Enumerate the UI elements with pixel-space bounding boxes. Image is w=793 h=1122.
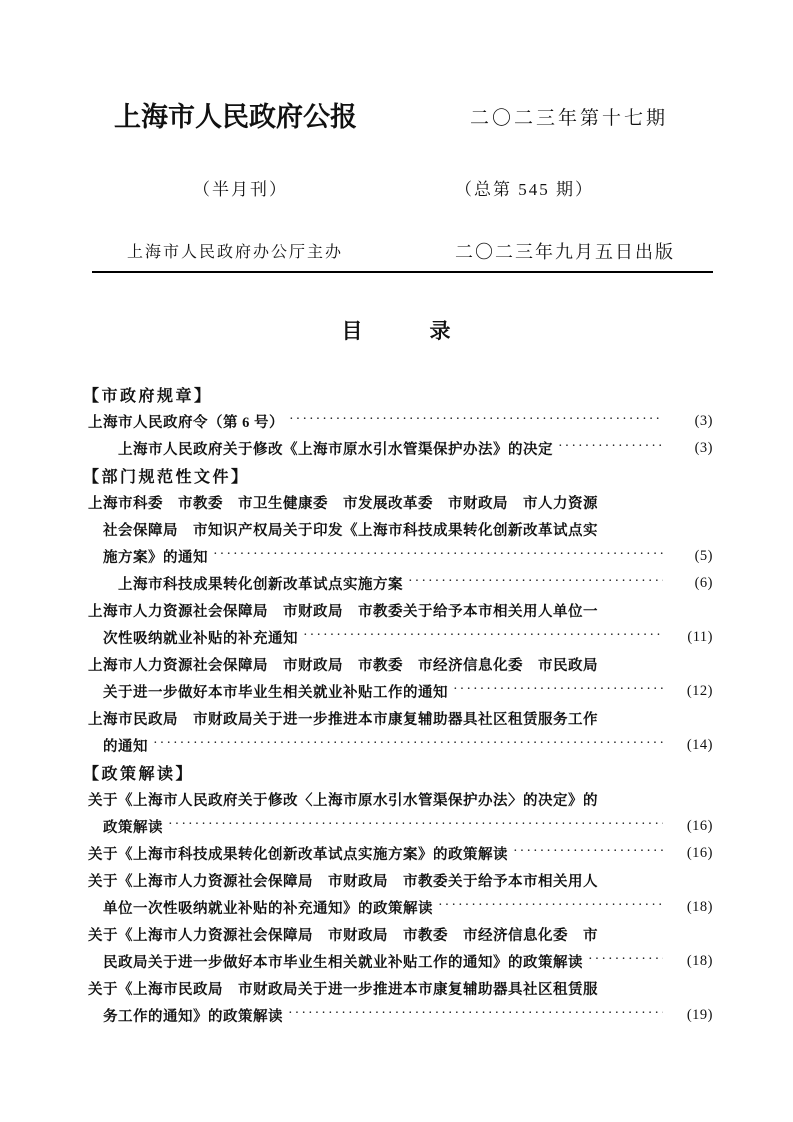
toc-entry-text: 上海市科技成果转化创新改革试点实施方案	[118, 577, 403, 593]
publication-frequency: （半月刊）	[193, 180, 288, 199]
toc-entry-text: 务工作的通知》的政策解读	[103, 1009, 283, 1025]
toc-title: 目 录	[341, 319, 452, 343]
toc-entry-line	[88, 732, 713, 759]
toc-page-number: (18)	[686, 899, 713, 915]
toc-page-number: (3)	[694, 440, 713, 456]
cumulative-issue-number: （总第 545 期）	[455, 180, 594, 199]
toc-body	[83, 381, 713, 1029]
toc-entry-line	[88, 543, 713, 570]
toc-page-number: (5)	[694, 548, 713, 564]
toc-entry-text: 关于《上海市民政局 市财政局关于进一步推进本市康复辅助器具社区租赁服	[88, 982, 598, 998]
toc-entry-text: 社会保障局 市知识产权局关于印发《上海市科技成果转化创新改革试点实	[103, 523, 598, 539]
toc-page-number: (11)	[687, 629, 713, 645]
toc-entry-line	[88, 975, 713, 1002]
publish-date: 二〇二三年九月五日出版	[455, 242, 675, 262]
toc-entry-text: 关于《上海市人力资源社会保障局 市财政局 市教委 市经济信息化委 市	[88, 928, 598, 944]
toc-page-number: (6)	[694, 575, 713, 591]
toc-entry-line	[88, 921, 713, 948]
toc-entry-text: 上海市民政局 市财政局关于进一步推进本市康复辅助器具社区租赁服务工作	[88, 712, 598, 728]
dot-leader	[513, 844, 663, 860]
toc-entry-line	[88, 489, 713, 516]
toc-section-header: 【政策解读】	[83, 766, 195, 783]
dot-leader	[153, 736, 663, 752]
toc-entry-text: 政策解读	[103, 820, 163, 836]
dot-leader	[588, 952, 663, 968]
dot-leader	[288, 1006, 663, 1022]
toc-entry-line	[88, 867, 713, 894]
toc-entry-line	[88, 678, 713, 705]
toc-entry-line	[88, 597, 713, 624]
toc-entry-text: 关于进一步做好本市毕业生相关就业补贴工作的通知	[103, 685, 448, 701]
toc-entry-line	[88, 948, 713, 975]
toc-entry-text: 上海市科委 市教委 市卫生健康委 市发展改革委 市财政局 市人力资源	[88, 496, 598, 512]
toc-page-number: (18)	[686, 953, 713, 969]
toc-entry-line	[88, 624, 713, 651]
dot-leader	[453, 682, 663, 698]
toc-entry-text: 上海市人民政府关于修改《上海市原水引水管渠保护办法》的决定	[118, 442, 553, 458]
toc-page-number: (19)	[686, 1007, 713, 1023]
gazette-title: 上海市人民政府公报	[114, 102, 357, 132]
dot-leader	[303, 628, 663, 644]
toc-entry-line	[88, 570, 713, 597]
toc-entry-line	[88, 813, 713, 840]
toc-entry-text: 的通知	[103, 739, 148, 755]
toc-entry-text: 民政局关于进一步做好本市毕业生相关就业补贴工作的通知》的政策解读	[103, 955, 583, 971]
toc-entry-line	[88, 435, 713, 462]
toc-page-number: (3)	[694, 413, 713, 429]
toc-entry-line	[88, 516, 713, 543]
toc-page-number: (14)	[686, 737, 713, 753]
toc-entry-text: 上海市人力资源社会保障局 市财政局 市教委 市经济信息化委 市民政局	[88, 658, 598, 674]
dot-leader	[408, 574, 663, 590]
dot-leader	[438, 898, 663, 914]
toc-entry-text: 关于《上海市人民政府关于修改〈上海市原水引水管渠保护办法〉的决定》的	[88, 793, 598, 809]
dot-leader	[558, 439, 663, 455]
toc-entry-text: 施方案》的通知	[103, 550, 208, 566]
toc-section-header: 【部门规范性文件】	[83, 469, 250, 486]
toc-entry-line	[88, 1002, 713, 1029]
toc-entry-line	[88, 705, 713, 732]
toc-entry-text: 次性吸纳就业补贴的补充通知	[103, 631, 298, 647]
issue-number: 二〇二三年第十七期	[470, 108, 669, 129]
toc-page-number: (16)	[686, 818, 713, 834]
toc-section-header: 【市政府规章】	[83, 388, 213, 405]
dot-leader	[168, 817, 663, 833]
toc-page-number: (16)	[686, 845, 713, 861]
toc-entry-line	[88, 786, 713, 813]
toc-page-number: (12)	[686, 683, 713, 699]
dot-leader	[289, 412, 663, 428]
toc-entry-line	[88, 651, 713, 678]
masthead-divider-rule	[92, 271, 713, 273]
toc-entry-line	[88, 894, 713, 921]
toc-entry-line	[88, 840, 713, 867]
toc-entry-line	[88, 408, 713, 435]
organizer-line: 上海市人民政府办公厅主办	[127, 244, 344, 261]
toc-entry-text: 单位一次性吸纳就业补贴的补充通知》的政策解读	[103, 901, 433, 917]
toc-entry-text: 上海市人民政府令（第 6 号）	[88, 415, 284, 431]
toc-entry-text: 关于《上海市科技成果转化创新改革试点实施方案》的政策解读	[88, 847, 508, 863]
dot-leader	[213, 547, 663, 563]
toc-entry-text: 关于《上海市人力资源社会保障局 市财政局 市教委关于给予本市相关用人	[88, 874, 598, 890]
toc-entry-text: 上海市人力资源社会保障局 市财政局 市教委关于给予本市相关用人单位一	[88, 604, 598, 620]
